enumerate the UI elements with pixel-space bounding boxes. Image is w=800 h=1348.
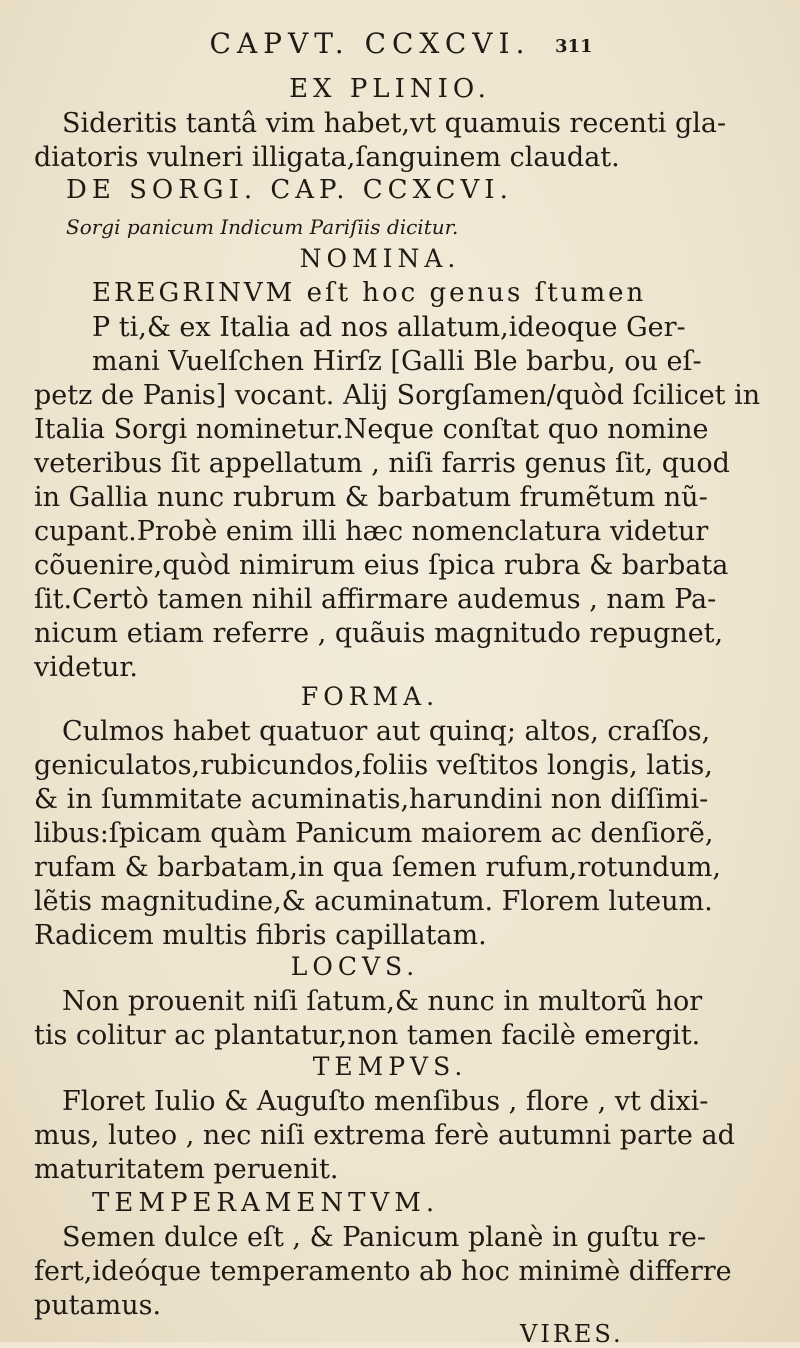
text-line: veteribus ſit appellatum , niſi farris genus ſit, quod [34,448,730,479]
text-line: libus:ſpicam quàm Panicum maiorem ac denſiorẽ, [34,818,714,849]
page-number: 311 [555,36,593,57]
section-heading: EX PLINIO. [289,74,491,104]
text-line: putamus. [34,1290,162,1321]
text-line: videtur. [34,652,138,683]
text-line: Sideritis tantâ vim habet,vt quamuis recenti gla- [62,108,727,139]
text-line: fert,ideóque temperamento ab hoc minimè differre [34,1256,732,1287]
text-line: EREGRINVM eſt hoc genus ſtumen [92,278,647,308]
text-line: petz de Panis] vocant. Alij Sorgſamen/quòd ſcilicet in [34,380,761,411]
section-heading: NOMINA. [299,244,461,273]
text-line: mani Vuelſchen Hirſz [Galli Ble barbu, ou eſ- [92,346,702,377]
text-line: cõuenire,quòd nimirum eius ſpica rubra & barbata [34,550,729,581]
text-line: Floret Iulio & Auguſto menſibus , flore , vt dixi- [62,1086,709,1117]
section-heading: TEMPVS. [312,1052,468,1081]
text-line: Semen dulce eſt , & Panicum planè in guſtu re- [62,1222,707,1253]
text-line: nicum etiam referre , quãuis magnitudo repugnet, [34,618,724,649]
text-line: cupant.Probè enim illi hæc nomenclatura videtur [34,516,709,547]
text-line: ſit.Certò tamen nihil affirmare audemus , nam Pa- [34,584,717,615]
section-heading: FORMA. [300,682,440,711]
text-line: rufam & barbatam,in qua ſemen rufum,rotundum, [34,852,721,883]
text-line: geniculatos,rubicundos,foliis veſtitos longis, latis, [34,750,713,781]
text-line: mus, luteo , nec niſi extrema ferè autumni parte ad [34,1120,735,1151]
text-line: tis colitur ac plantatur,non tamen facilè emergit. [34,1020,701,1051]
section-heading: LOCVS. [290,952,420,981]
chapter-title: DE SORGI. CAP. CCXCVI. [66,175,513,205]
chapter-subtitle: Sorgi panicum Indicum Pariſiis dicitur. [66,215,459,239]
text-line: in Gallia nunc rubrum & barbatum frumẽtum nũ- [34,482,708,513]
text-line: diatoris vulneri illigata,ſanguinem claudat. [34,142,620,173]
text-line: Italia Sorgi nominetur.Neque conſtat quo nomine [34,414,709,445]
text-line: & in ſummitate acuminatis,harundini non diſſimi- [34,784,709,815]
running-title: CAPVT. CCXCVI. [209,27,531,60]
section-heading: TEMPERAMENTVM. [92,1188,440,1218]
text-line: Non prouenit niſi ſatum,& nunc in multorũ hor [62,986,703,1017]
text-line: lẽtis magnitudine,& acuminatum. Florem luteum. [34,886,713,917]
text-line: maturitatem peruenit. [34,1154,339,1185]
text-line: Radicem multis fibris capillatam. [34,920,487,951]
text-line: Culmos habet quatuor aut quinq; altos, craſſos, [62,716,711,747]
text-line: P ti,& ex Italia ad nos allatum,ideoque Ger- [92,312,686,343]
catchword: VIRES. [520,1320,624,1348]
